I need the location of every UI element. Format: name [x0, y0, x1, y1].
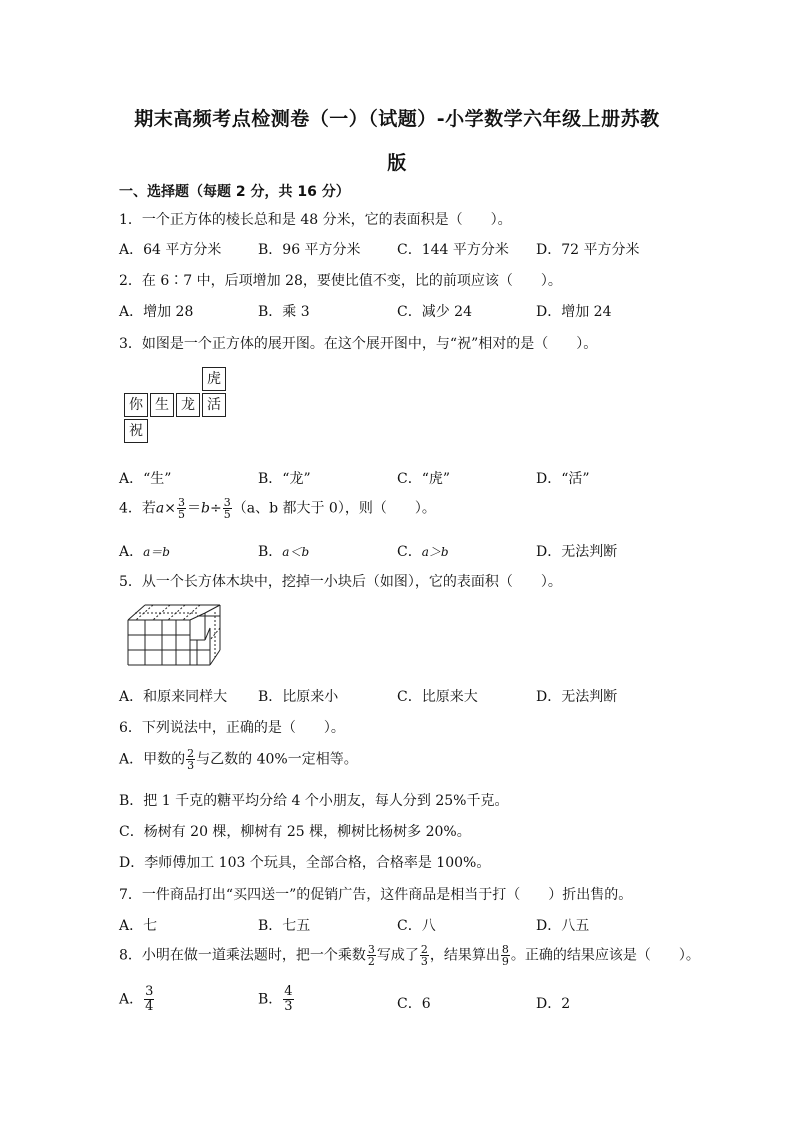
question-1-options [119, 239, 719, 259]
option-a[interactable]: A．“生” [119, 471, 172, 487]
question-3: 3．如图是一个正方体的展开图。在这个展开图中，与“祝”相对的是（ ）。 [119, 336, 598, 352]
fraction: $\frac{4}{3}$ [284, 984, 293, 1014]
option-c[interactable]: C．6 [397, 996, 431, 1012]
question-6-option-a[interactable]: A．甲数的 $\frac{2}{3}$ 与乙数的 40%一定相等。 [119, 747, 358, 772]
option-d[interactable]: D．“活” [536, 471, 590, 487]
section-heading: 一、选择题（每题 2 分，共 16 分） [119, 184, 350, 200]
option-a[interactable]: A．a＝b [119, 544, 170, 560]
net-cell-hu: 虎 [202, 367, 226, 391]
net-cell-huo: 活 [202, 393, 226, 417]
question-3-options [119, 468, 719, 488]
question-4-options [119, 541, 719, 561]
option-d[interactable]: D．无法判断 [536, 544, 618, 560]
question-8-options [119, 985, 719, 1021]
q4-suffix: （a、b 都大于 0），则（ ）。 [232, 500, 436, 517]
option-b[interactable]: B．乘 3 [258, 304, 310, 320]
question-4 [119, 497, 436, 520]
question-7-options [119, 915, 719, 935]
option-a[interactable]: A．七 [119, 918, 158, 934]
option-a[interactable]: A． $\frac{3}{4}$ [119, 984, 154, 1014]
option-d[interactable]: D．增加 24 [536, 304, 612, 320]
question-2-options [119, 301, 719, 321]
fraction: $\frac{3}{4}$ [145, 984, 154, 1014]
times-sign: × [164, 500, 177, 517]
divide-sign: ÷ [209, 500, 222, 517]
var-a: a [155, 500, 165, 517]
question-1: 1．一个正方体的棱长总和是 48 分米，它的表面积是（ ）。 [119, 212, 512, 228]
question-6: 6．下列说法中，正确的是（ ）。 [119, 720, 345, 736]
var-b: b [201, 500, 210, 517]
net-cell-sheng: 生 [150, 393, 174, 417]
question-6-option-c[interactable]: C．杨树有 20 棵，柳树有 25 棵，柳树比杨树多 20%。 [119, 824, 471, 840]
option-c[interactable]: C．八 [397, 918, 436, 934]
cuboid-figure [125, 600, 225, 670]
question-6-option-d[interactable]: D．李师傅加工 103 个玩具，全部合格，合格率是 100%。 [119, 855, 491, 871]
fraction: $\frac{3}{5}$ [178, 496, 186, 521]
option-b[interactable]: B．“龙” [258, 471, 311, 487]
question-2: 2．在 6∶7 中，后项增加 28，要使比值不变，比的前项应该（ ）。 [119, 273, 562, 289]
option-c[interactable]: C．减少 24 [397, 304, 472, 320]
fraction: $\frac{3}{2}$ [367, 943, 375, 968]
option-b[interactable]: B． $\frac{4}{3}$ [258, 984, 293, 1014]
net-cell-zhu: 祝 [124, 419, 148, 443]
question-7: 7．一件商品打出“买四送一”的促销广告，这件商品是相当于打（ ）折出售的。 [119, 887, 633, 903]
net-cell-ni: 你 [124, 393, 148, 417]
option-c[interactable]: C．a＞b [397, 544, 449, 560]
equals-sign: ＝ [187, 500, 202, 517]
option-b[interactable]: B．比原来小 [258, 689, 339, 705]
option-d[interactable]: D．72 平方分米 [536, 242, 640, 258]
q4-prefix: 4．若 [119, 500, 156, 517]
fraction: $\frac{8}{9}$ [501, 943, 509, 968]
option-b[interactable]: B．七五 [258, 918, 311, 934]
option-a[interactable]: A．64 平方分米 [119, 242, 222, 258]
option-c[interactable]: C．144 平方分米 [397, 242, 509, 258]
fraction: $\frac{2}{3}$ [187, 747, 195, 772]
option-c[interactable]: C．“虎” [397, 471, 451, 487]
option-b[interactable]: B．a＜b [258, 544, 310, 560]
option-d[interactable]: D．无法判断 [536, 689, 618, 705]
option-d[interactable]: D．八五 [536, 918, 590, 934]
page-title-continued: 版 [387, 152, 407, 174]
option-a[interactable]: A．增加 28 [119, 304, 194, 320]
question-8: 8．小明在做一道乘法题时，把一个乘数 $\frac{3}{2}$ 写成了 $\frac{2}{3}$ ，结果算出 $\frac{8}{9}$ 。正确的结果应该是（ ）。 [119, 943, 700, 968]
question-6-option-b[interactable]: B．把 1 千克的糖平均分给 4 个小朋友，每人分到 25%千克。 [119, 793, 509, 809]
question-5-options [119, 686, 719, 706]
question-5: 5．从一个长方体木块中，挖掉一小块后（如图），它的表面积（ ）。 [119, 574, 562, 590]
fraction: $\frac{3}{5}$ [223, 496, 231, 521]
option-c[interactable]: C．比原来大 [397, 689, 478, 705]
option-d[interactable]: D．2 [536, 996, 571, 1012]
net-cell-long: 龙 [176, 393, 200, 417]
option-b[interactable]: B．96 平方分米 [258, 242, 361, 258]
fraction: $\frac{2}{3}$ [420, 943, 428, 968]
page-title: 期末高频考点检测卷（一）（试题）-小学数学六年级上册苏教 [134, 108, 660, 130]
option-a[interactable]: A．和原来同样大 [119, 689, 228, 705]
